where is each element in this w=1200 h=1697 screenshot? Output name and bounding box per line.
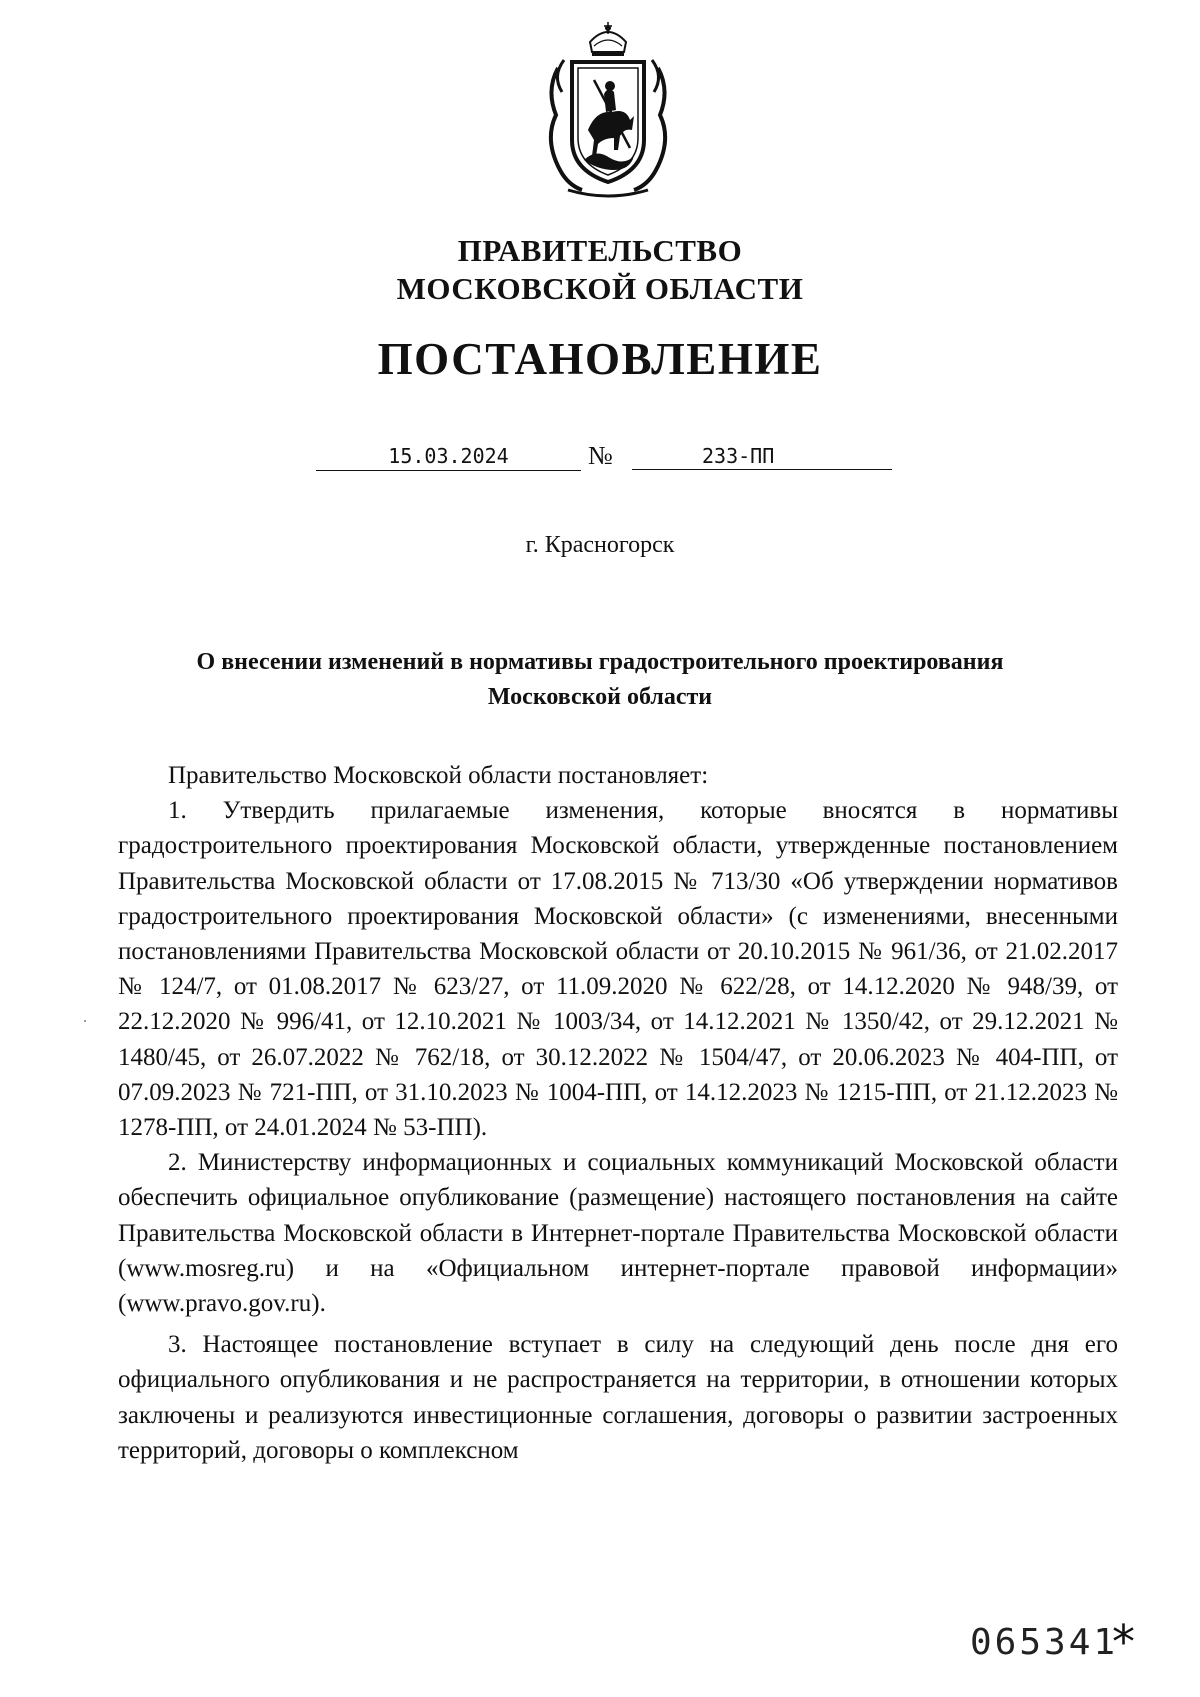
body-item-1: 1. Утвердить прилагаемые изменения, которые вносятся в нормативы градостроительного проектирования Московской области, утвержденные постановлением Правительства Московской области от 17.08.2015 № 713/30 «Об утверждении нормативов градостроительного проектирования Московской области» (с изменениями, внесенными постановлениями Правительства Московской области от 20.10.2015 № 961/36, от 21.02.2017 № 124/7, от 01.08.2017 № 623/27, от 11.09.2020 № 622/28, от 14.12.2020 № 948/39, от 22.12.2020 № 996/41, от 12.10.2021 № 1003/34, от 14.12.2021 № 1350/42, от 29.12.2021 № 1480/45, от 26.07.2022 № 762/18, от 30.12.2022 № 1504/47, от 20.06.2023 № 404-ПП, от 07.09.2023 № 721-ПП, от 31.10.2023 № 1004-ПП, от 14.12.2023 № 1215-ПП, от 21.12.2023 № 1278-ПП, от 24.01.2024 № 53-ПП). (118, 797, 1118, 1142)
body-item-3: 3. Настоящее постановление вступает в силу на следующий день после дня его официального опубликования и не распространяется на территории, в отношении которых заключены и реализуются инвестиционные соглашения, договоры о развитии застроенных территорий, договоры о комплексном (118, 1331, 1118, 1464)
document-type: ПОСТАНОВЛЕНИЕ (377, 334, 823, 384)
body-intro: Правительство Московской области постановляет: (168, 762, 709, 789)
subject-line1: О внесении изменений в нормативы градостроительного проектирования (196, 649, 1004, 675)
coat-of-arms-icon (538, 20, 678, 200)
document-number: 233-ПП (632, 438, 892, 470)
document-body (118, 758, 1118, 1468)
scan-speck (84, 1020, 86, 1022)
subject-line2: Московской области (487, 684, 713, 710)
document-city: г. Красногорск (525, 532, 675, 558)
government-title-line2: МОСКОВСКОЙ ОБЛАСТИ (396, 271, 804, 306)
asterisk-icon: * (1112, 1615, 1135, 1669)
number-sign: № (588, 441, 613, 470)
body-item-2: 2. Министерству информационных и социальных коммуникаций Московской области обеспечить официальное опубликование (размещение) настоящего постановления на сайте Правительства Московской области в Интернет-портале Правительства Московской области (www.mosreg.ru) и на «Официальном интернет-портале правовой информации» (www.pravo.gov.ru). (118, 1149, 1118, 1318)
government-title-line1: ПРАВИТЕЛЬСТВО (457, 233, 743, 268)
document-serial-code: 065341 (970, 1622, 1119, 1663)
document-subject (0, 645, 1200, 715)
government-title (0, 232, 1200, 308)
document-date: 15.03.2024 (316, 438, 581, 471)
